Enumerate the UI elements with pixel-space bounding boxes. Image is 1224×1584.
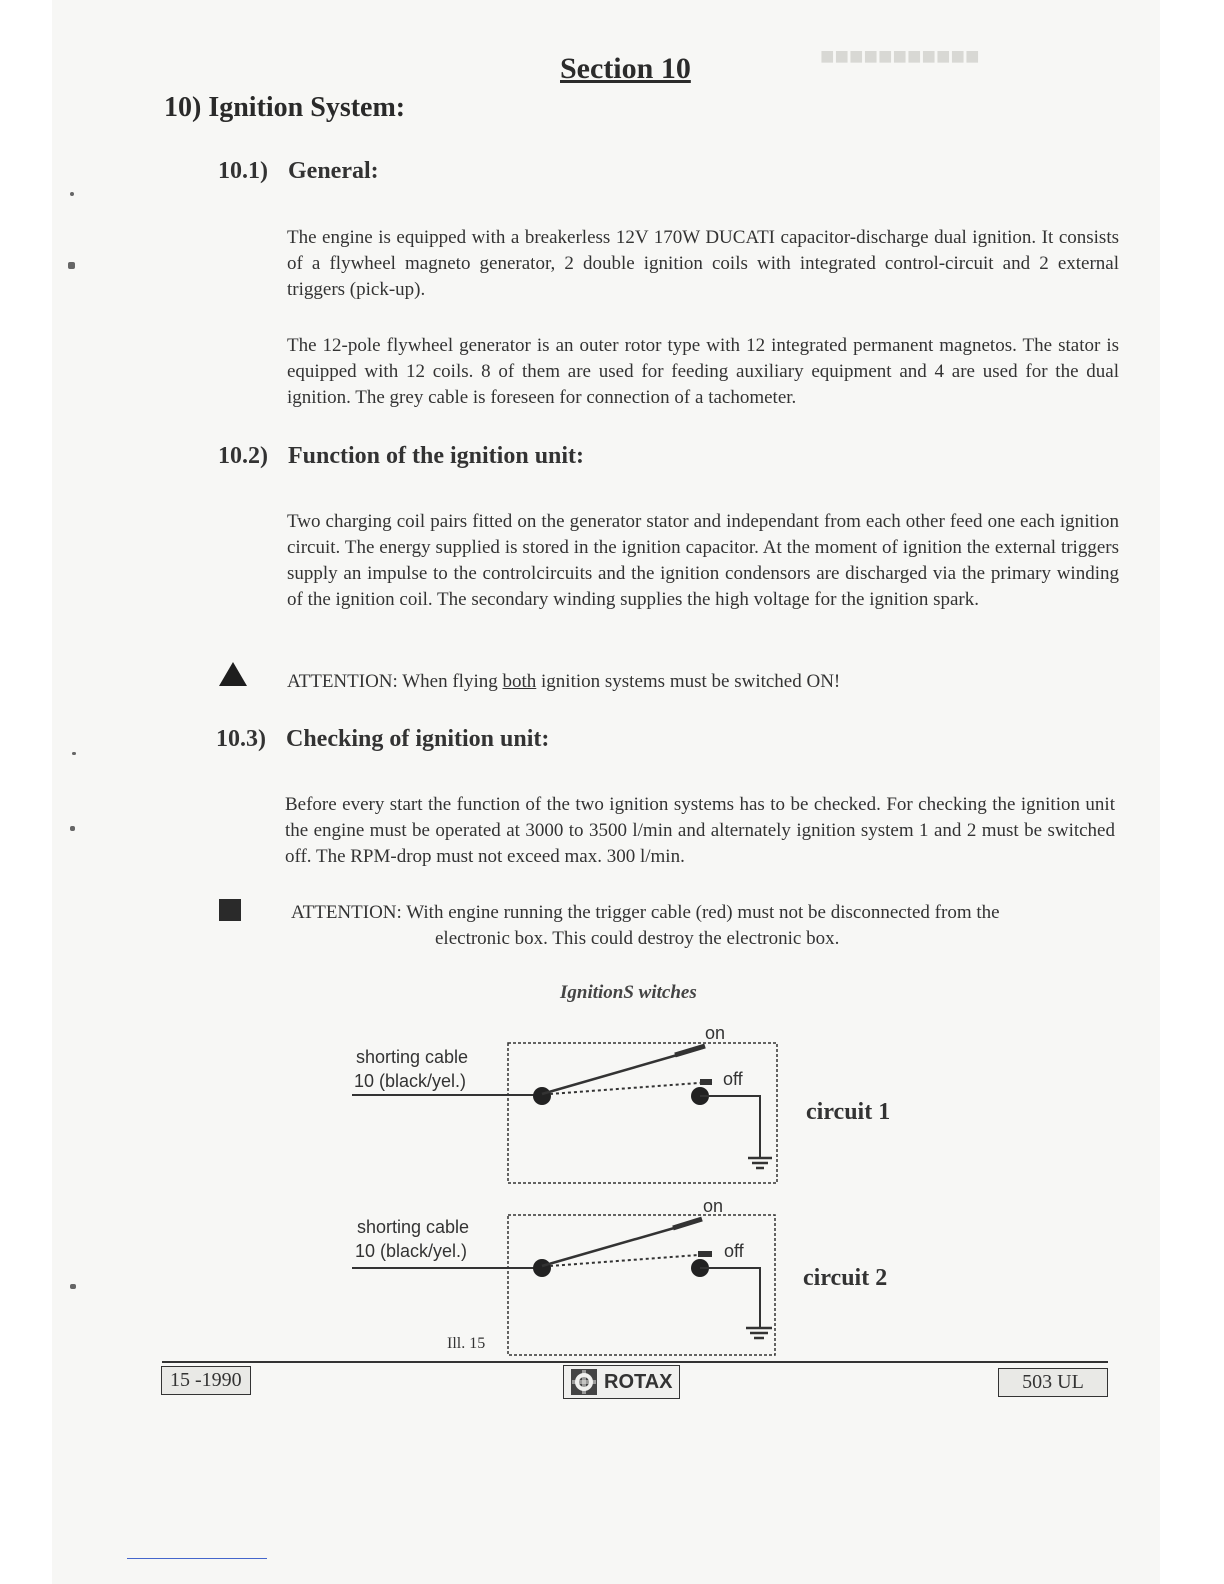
heading-text: General:: [288, 158, 379, 184]
margin-mark: [68, 262, 75, 269]
circuit-1-name: circuit 1: [806, 1099, 891, 1125]
heading-text: Checking of ignition unit:: [286, 726, 550, 752]
heading-number: 10.2): [218, 443, 268, 469]
paragraph-general-2: The 12-pole flywheel generator is an outer rotor type with 12 integrated permanent magnetos. The stator is equipped with 12 coils. 8 of them are used for feeding auxiliary equipment and 4 are used for the dual ignition. The grey cable is foreseen for connection of a tachometer.: [287, 335, 1119, 408]
circuit-2-cable-label: shorting cable: [357, 1217, 470, 1237]
paragraph-checking: Before every start the function of the two ignition systems has to be checked. For checking the ignition unit the engine must be operated at 3000 to 3500 l/min and alternately ignition system 1 and 2 must be switched off. The RPM-drop must not exceed max. 300 l/min.: [285, 794, 1115, 867]
attention-text: ignition systems must be switched ON!: [541, 671, 841, 692]
footer-page-number: 15 -1990: [161, 1366, 251, 1395]
attention-text: With engine running the trigger cable (red) must not be disconnected from the: [406, 902, 1000, 923]
heading-general: [218, 158, 379, 185]
attention-text: When flying: [402, 671, 498, 692]
paragraph-function: Two charging coil pairs fitted on the generator stator and independant from each other feed one each ignition circuit. The energy supplied is stored in the ignition capacitor. At the moment of ignition the external triggers supply an impulse to the controlcircuits and the ignition condensors are discharged via the primary winding of the ignition coil. The secondary winding supplies the high voltage for the ignition spark.: [287, 511, 1119, 610]
footer-model: 503 UL: [998, 1368, 1108, 1397]
margin-mark: [70, 1284, 76, 1289]
footer-rule: [162, 1361, 1108, 1363]
paragraph-general-1: The engine is equipped with a breakerless 12V 170W DUCATI capacitor-discharge dual ignition. It consists of a flywheel magneto generator, 2 double ignition coils with integrated control-circuit and 2 external triggers (pick-up).: [287, 227, 1119, 300]
attention-label: ATTENTION:: [287, 671, 398, 692]
circuit-1-pivot: [533, 1087, 551, 1105]
heading-number: 10.1): [218, 158, 268, 184]
attention-text-cont: electronic box. This could destroy the electronic box.: [435, 928, 840, 949]
circuit-2-ground-wire: [700, 1268, 760, 1328]
bottom-link-underline: [127, 1558, 267, 1559]
stop-square-icon: [219, 899, 241, 921]
attention-label: ATTENTION:: [291, 902, 402, 923]
gear-icon: [570, 1368, 598, 1396]
margin-mark: [70, 826, 75, 831]
circuit-2-off-label: off: [724, 1241, 744, 1261]
figure-caption: IgnitionS witches: [560, 982, 697, 1003]
attention-note-1: [287, 669, 840, 695]
margin-mark: [72, 752, 76, 755]
circuit-1-cable-label: shorting cable: [356, 1047, 469, 1067]
circuit-2-box: [508, 1215, 775, 1355]
circuit-1-ground-wire: [700, 1096, 760, 1158]
footer-brand-logo: [563, 1365, 680, 1399]
heading-text: Function of the ignition unit:: [288, 443, 585, 469]
circuit-1-cable-label: 10 (black/yel.): [354, 1071, 467, 1091]
heading-checking: [216, 726, 549, 753]
chapter-title: 10) Ignition System:: [164, 92, 406, 123]
heading-number: 10.3): [216, 726, 266, 752]
circuit-2-on-label: on: [703, 1196, 724, 1216]
circuit-2-name: circuit 2: [803, 1265, 888, 1291]
brand-name: ROTAX: [604, 1370, 673, 1393]
circuit-2-cable-label: 10 (black/yel.): [355, 1241, 468, 1261]
attention-emphasis: both: [502, 671, 537, 692]
bleed-through-text: ■■■■■■■■■■■: [820, 44, 980, 70]
margin-mark: [70, 192, 74, 196]
warning-triangle-icon: [219, 662, 247, 686]
circuit-2-pivot: [533, 1259, 551, 1277]
attention-note-2: [291, 902, 1000, 924]
circuit-1-off-label: off: [723, 1069, 743, 1089]
figure-label: Ill. 15: [447, 1335, 486, 1352]
heading-function: [218, 443, 584, 470]
section-title: Section 10: [560, 52, 691, 85]
circuit-1-on-label: on: [705, 1023, 726, 1043]
